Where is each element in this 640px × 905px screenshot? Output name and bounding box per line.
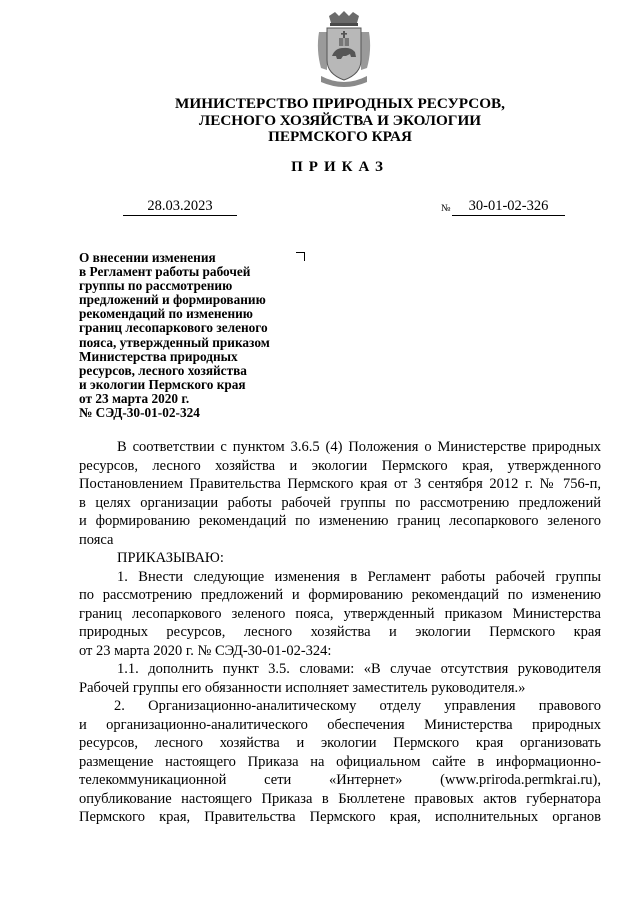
- body-line: природных ресурсов, лесного хозяйства и экологии Пермского края: [79, 624, 601, 640]
- body-line: в целях организации работы рабочей группы по рассмотрению предложений: [79, 494, 601, 511]
- body-line: 2. Организационно-аналитическому отделу управления правового: [114, 698, 601, 714]
- subject-line: № СЭД-30-01-02-324: [79, 405, 200, 421]
- number-sign: №: [441, 203, 451, 214]
- ministry-line: МИНИСТЕРСТВО ПРИРОДНЫХ РЕСУРСОВ,: [175, 95, 505, 112]
- document-type-title: ПРИКАЗ: [291, 159, 389, 175]
- subject-line: в Регламент работы рабочей: [79, 264, 251, 280]
- body-line: ресурсов, лесного хозяйства и экологии Пермского края, утвержденного: [79, 457, 601, 474]
- ministry-line: ПЕРМСКОГО КРАЯ: [268, 128, 412, 145]
- order-subject: [79, 251, 329, 420]
- subject-line: Министерства природных: [79, 348, 238, 364]
- subject-line: предложений и формированию: [79, 292, 266, 308]
- body-line: ресурсов, лесного хозяйства и экологии Пермского края организовать: [79, 735, 601, 751]
- body-line: и формированию рекомендаций по изменению границ лесопаркового зеленого: [79, 513, 601, 529]
- body-line: и организационно-аналитического обеспечения Министерства природных: [79, 716, 601, 733]
- body-line: Постановлением Правительства Пермского края от 3 сентября 2012 г. № 756-п,: [79, 476, 601, 492]
- body-line: от 23 марта 2020 г. № СЭД-30-01-02-324:: [79, 642, 332, 659]
- body-line: 1.1. дополнить пункт 3.5. словами: «В случае отсутствия руководителя: [117, 661, 601, 677]
- body-line: границ лесопаркового зеленого пояса, утвержденный приказом Министерства: [79, 605, 601, 622]
- body-line: пояса: [79, 531, 114, 548]
- order-number: 30-01-02-326: [452, 198, 565, 216]
- subject-line: рекомендаций по изменению: [79, 306, 253, 322]
- body-line: по рассмотрению предложений и формированию рекомендаций по изменению: [79, 587, 601, 603]
- ministry-line: ЛЕСНОГО ХОЗЯЙСТВА И ЭКОЛОГИИ: [198, 111, 482, 129]
- body-line: опубликование настоящего Приказа в Бюллетене правовых актов губернатора: [79, 790, 601, 807]
- order-body: [79, 438, 601, 827]
- body-line: размещение настоящего Приказа на официальном сайте в информационно-: [79, 753, 601, 770]
- body-line: В соответствии с пунктом 3.6.5 (4) Положения о Министерстве природных: [117, 439, 601, 455]
- subject-line: ресурсов, лесного хозяйства: [79, 362, 247, 378]
- ministry-name: [150, 96, 530, 146]
- subject-line: границ лесопаркового зеленого: [79, 320, 268, 336]
- subject-line: пояса, утвержденный приказом: [79, 334, 270, 350]
- body-line: 1. Внести следующие изменения в Регламент работы рабочей группы: [117, 568, 601, 585]
- order-date: 28.03.2023: [123, 198, 237, 216]
- body-line: Пермского края, Правительства Пермского края, исполнительных органов: [79, 809, 601, 825]
- order-command: ПРИКАЗЫВАЮ:: [117, 550, 224, 566]
- subject-line: от 23 марта 2020 г.: [79, 390, 190, 406]
- subject-line: О внесении изменения: [79, 250, 216, 265]
- body-line: Рабочей группы его обязанности исполняет заместитель руководителя.»: [79, 679, 526, 696]
- body-line: телекоммуникационной сети «Интернет» (www.priroda.permkrai.ru),: [79, 772, 601, 788]
- coat-of-arms-perm-krai-icon: [313, 10, 375, 90]
- subject-line: и экологии Пермского края: [79, 376, 246, 392]
- subject-line: группы по рассмотрению: [79, 278, 233, 294]
